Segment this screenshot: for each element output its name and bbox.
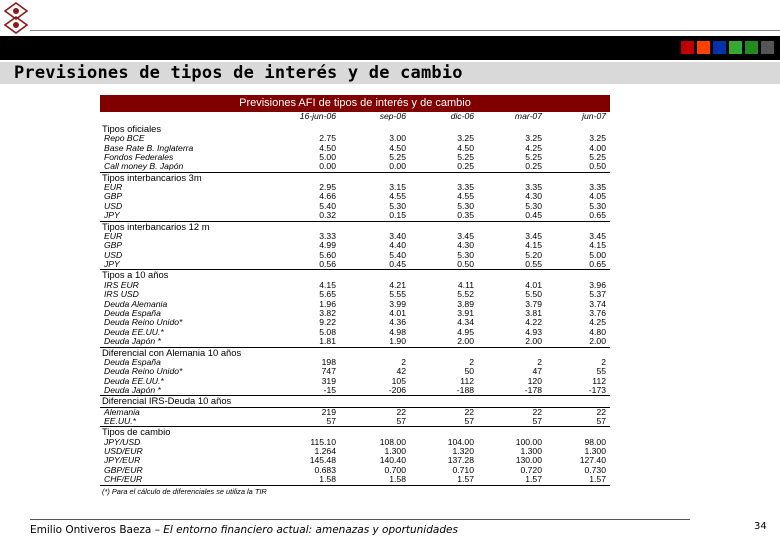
- row-value: 3.15: [389, 182, 406, 193]
- row-value: 130.00: [515, 455, 542, 466]
- column-header: sep-06: [379, 111, 406, 122]
- section-header-row: [100, 427, 610, 438]
- row-value: 57: [542, 417, 610, 427]
- row-value: 55: [596, 366, 606, 377]
- row-label: Call money B. Japón: [100, 162, 270, 172]
- row-value: 2.00: [542, 337, 610, 347]
- row-value: 4.30: [525, 191, 542, 202]
- column-header: dic-06: [450, 111, 474, 122]
- row-value: 3.35: [525, 182, 542, 193]
- row-value: 105: [391, 375, 406, 386]
- row-value: 4.50: [389, 142, 406, 153]
- row-value: 104.00: [447, 436, 474, 447]
- row-label: JPY: [100, 260, 270, 270]
- row-value: 4.50: [319, 142, 336, 153]
- row-label: Deuda EE.UU.*: [104, 326, 164, 337]
- row-value: 4.66: [319, 191, 336, 202]
- row-value: 3.96: [589, 279, 606, 290]
- row-label: JPY: [100, 211, 270, 221]
- color-square: [729, 41, 742, 54]
- row-value: 145.48: [309, 455, 336, 466]
- row-value: 2: [537, 356, 542, 367]
- row-value: 3.35: [589, 182, 606, 193]
- row-value: 5.00: [319, 152, 336, 163]
- row-value: -173: [542, 386, 610, 396]
- table-footnote: (*) Para el cálculo de diferenciales se utiliza la TIR: [102, 486, 267, 496]
- row-value: 3.45: [589, 230, 606, 241]
- row-value: 4.11: [457, 279, 474, 290]
- row-value: 4.01: [389, 307, 406, 318]
- row-value: 3.81: [525, 307, 542, 318]
- row-value: 3.25: [457, 133, 474, 144]
- row-label: Repo BCE: [104, 133, 145, 144]
- row-label: USD: [104, 200, 123, 211]
- row-value: 5.25: [589, 152, 606, 163]
- row-value: 3.79: [525, 298, 542, 309]
- table-row: [100, 386, 610, 396]
- logo-icon: [4, 2, 28, 34]
- row-value: 9.22: [319, 317, 336, 328]
- section-title: Tipos interbancarios 12 m: [102, 220, 210, 232]
- row-value: 5.30: [589, 200, 606, 211]
- row-value: 2.95: [319, 182, 336, 193]
- row-value: 5.08: [319, 326, 336, 337]
- footer-work-title: El entorno financiero actual: amenazas y oportunidades: [163, 524, 458, 536]
- row-value: 3.40: [389, 230, 406, 241]
- section-title: Tipos de cambio: [102, 426, 171, 438]
- row-value: 4.80: [589, 326, 606, 337]
- row-value: 3.82: [319, 307, 336, 318]
- row-value: 22: [532, 406, 542, 417]
- row-value: 4.95: [457, 326, 474, 337]
- row-value: 0.55: [474, 260, 542, 270]
- row-value: 5.25: [389, 152, 406, 163]
- row-value: 5.60: [319, 249, 336, 260]
- table-row: [100, 211, 610, 221]
- row-value: 22: [596, 406, 606, 417]
- row-value: 5.30: [389, 200, 406, 211]
- table-row: [100, 475, 610, 485]
- row-value: 0.730: [584, 464, 606, 475]
- column-header: mar-07: [514, 111, 542, 122]
- section-title: Tipos a 10 años: [102, 269, 169, 281]
- row-value: 0.25: [406, 162, 474, 172]
- row-value: 0.710: [452, 464, 474, 475]
- row-value: 1.90: [338, 337, 406, 347]
- row-value: 42: [396, 366, 406, 377]
- row-value: 3.33: [319, 230, 336, 241]
- row-value: 4.40: [389, 240, 406, 251]
- row-value: 5.30: [525, 200, 542, 211]
- row-label: IRS EUR: [104, 279, 139, 290]
- row-label: Deuda Alemania: [104, 298, 168, 309]
- row-label: GBP: [104, 191, 123, 202]
- row-value: 0.45: [338, 260, 406, 270]
- row-value: 5.30: [457, 200, 474, 211]
- row-label: USD: [104, 249, 123, 260]
- row-value: 2.00: [406, 337, 474, 347]
- row-value: 5.25: [525, 152, 542, 163]
- row-value: 0.00: [270, 162, 338, 172]
- row-value: 4.99: [319, 240, 336, 251]
- row-value: 0.32: [270, 211, 338, 221]
- row-value: 4.30: [457, 240, 474, 251]
- row-value: 3.35: [457, 182, 474, 193]
- row-value: 4.00: [589, 142, 606, 153]
- color-square: [697, 41, 710, 54]
- row-value: 2.75: [319, 133, 336, 144]
- row-value: 98.00: [584, 436, 606, 447]
- row-value: 4.36: [389, 317, 406, 328]
- row-value: 4.55: [389, 191, 406, 202]
- row-value: -178: [474, 386, 542, 396]
- row-value: 57: [270, 417, 338, 427]
- forecast-table-panel: [100, 95, 610, 496]
- row-label: Deuda Reino Unido*: [104, 366, 183, 377]
- row-value: -206: [338, 386, 406, 396]
- row-label: Fondos Federales: [104, 152, 174, 163]
- row-value: 57: [338, 417, 406, 427]
- row-value: 5.40: [319, 200, 336, 211]
- page-title: Previsiones de tipos de interés y de cambio: [14, 63, 463, 83]
- color-square: [713, 41, 726, 54]
- row-value: 3.00: [389, 133, 406, 144]
- row-value: 120: [527, 375, 542, 386]
- column-header: 16-jun-06: [299, 111, 336, 122]
- row-value: 22: [396, 406, 406, 417]
- row-value: 3.25: [525, 133, 542, 144]
- color-squares: [681, 41, 774, 54]
- row-value: 0.56: [270, 260, 338, 270]
- color-square: [761, 41, 774, 54]
- row-value: 137.28: [447, 455, 474, 466]
- row-value: -188: [406, 386, 474, 396]
- row-value: 3.45: [457, 230, 474, 241]
- row-value: 5.20: [525, 249, 542, 260]
- row-value: 0.683: [314, 464, 336, 475]
- row-value: 0.65: [542, 260, 610, 270]
- row-value: 4.01: [525, 279, 542, 290]
- row-value: 1.57: [542, 475, 610, 485]
- row-value: 4.93: [525, 326, 542, 337]
- row-value: 4.15: [319, 279, 336, 290]
- row-value: 4.34: [457, 317, 474, 328]
- row-value: 0.720: [520, 464, 542, 475]
- row-value: 319: [321, 375, 336, 386]
- row-value: 1.57: [474, 475, 542, 485]
- footer-credit: [30, 524, 458, 536]
- row-value: 5.25: [457, 152, 474, 163]
- row-value: 0.35: [406, 211, 474, 221]
- table-row: [100, 260, 610, 270]
- row-label: EUR: [104, 182, 123, 193]
- row-label: EUR: [104, 230, 123, 241]
- row-value: 57: [406, 417, 474, 427]
- column-header-row: [100, 112, 610, 124]
- row-value: 115.10: [310, 436, 336, 447]
- row-label: Deuda España: [104, 307, 161, 318]
- color-square: [745, 41, 758, 54]
- section-title: Diferencial con Alemania 10 años: [102, 346, 242, 358]
- footer-rule: [30, 519, 690, 520]
- row-value: 127.40: [579, 455, 606, 466]
- row-value: -15: [270, 386, 338, 396]
- row-label: Deuda Japón *: [100, 337, 270, 347]
- row-value: 3.91: [457, 307, 474, 318]
- row-label: USD/EUR: [104, 445, 143, 456]
- row-value: 100.00: [515, 436, 542, 447]
- row-value: 0.700: [384, 464, 406, 475]
- row-value: 0.65: [542, 211, 610, 221]
- section-header-row: [100, 347, 610, 358]
- row-value: 1.58: [338, 475, 406, 485]
- row-value: 747: [321, 366, 336, 377]
- row-value: 2: [401, 356, 406, 367]
- row-label: GBP: [104, 240, 123, 251]
- header-band: [0, 36, 780, 60]
- row-value: 140.40: [379, 455, 406, 466]
- section-title: Diferencial IRS-Deuda 10 años: [100, 396, 610, 407]
- row-value: 108.00: [379, 436, 406, 447]
- row-label: JPY/USD: [104, 436, 141, 447]
- row-value: 4.25: [589, 317, 606, 328]
- row-value: 0.15: [338, 211, 406, 221]
- row-label: Deuda EE.UU.*: [104, 375, 164, 386]
- row-value: 0.50: [542, 162, 610, 172]
- row-value: 57: [474, 417, 542, 427]
- row-value: 112: [592, 375, 606, 386]
- row-value: 2: [469, 356, 474, 367]
- row-value: 4.15: [589, 240, 606, 251]
- row-value: 47: [532, 366, 542, 377]
- row-value: 5.52: [457, 289, 474, 300]
- row-value: 1.57: [406, 475, 474, 485]
- row-value: 1.300: [520, 445, 542, 456]
- row-value: 3.25: [589, 133, 606, 144]
- row-value: 50: [464, 366, 474, 377]
- row-label: EE.UU.*: [100, 417, 270, 427]
- column-header: jun-07: [582, 111, 606, 122]
- section-header-row: [100, 396, 610, 407]
- color-square: [681, 41, 694, 54]
- row-value: 1.58: [270, 475, 338, 485]
- row-value: 4.05: [589, 191, 606, 202]
- row-value: 3.99: [389, 298, 406, 309]
- row-value: 4.50: [457, 142, 474, 153]
- row-value: 3.74: [589, 298, 606, 309]
- table-title: Previsiones AFI de tipos de interés y de cambio: [100, 95, 610, 112]
- row-label: Deuda España: [104, 356, 161, 367]
- section-title: Tipos oficiales: [102, 123, 162, 134]
- row-label: Deuda Japón *: [100, 386, 270, 396]
- row-value: 4.25: [525, 142, 542, 153]
- row-value: 4.55: [457, 191, 474, 202]
- row-value: 4.15: [525, 240, 542, 251]
- top-rule: [30, 30, 780, 31]
- row-label: Base Rate B. Inglaterra: [104, 142, 194, 153]
- row-value: 2.00: [474, 337, 542, 347]
- footer-author: Emilio Ontiveros Baeza –: [30, 524, 160, 536]
- row-value: 1.96: [319, 298, 336, 309]
- page-number: 34: [754, 521, 767, 532]
- row-value: 0.45: [474, 211, 542, 221]
- forecast-table: [100, 112, 610, 486]
- row-value: 22: [464, 406, 474, 417]
- section-title: Tipos interbancarios 3m: [102, 171, 202, 183]
- row-value: 1.320: [452, 445, 474, 456]
- row-value: 0.00: [338, 162, 406, 172]
- row-label: Alemania: [104, 406, 140, 417]
- table-row: [100, 337, 610, 347]
- row-value: 4.98: [389, 326, 406, 337]
- table-row: [100, 162, 610, 172]
- row-value: 2: [601, 356, 606, 367]
- row-value: 1.264: [314, 445, 336, 456]
- row-value: 198: [321, 356, 336, 367]
- row-value: 5.40: [389, 249, 406, 260]
- row-value: 5.00: [589, 249, 606, 260]
- row-value: 112: [460, 375, 474, 386]
- row-value: 4.22: [525, 317, 542, 328]
- row-value: 5.55: [389, 289, 406, 300]
- row-value: 1.300: [584, 445, 606, 456]
- row-value: 1.81: [270, 337, 338, 347]
- row-value: 0.25: [474, 162, 542, 172]
- row-label: JPY/EUR: [104, 455, 141, 466]
- row-value: 5.65: [319, 289, 336, 300]
- row-value: 219: [321, 406, 336, 417]
- row-value: 3.76: [589, 307, 606, 318]
- row-label: CHF/EUR: [100, 475, 270, 485]
- row-label: GBP/EUR: [104, 464, 143, 475]
- row-value: 5.50: [525, 289, 542, 300]
- row-value: 0.50: [406, 260, 474, 270]
- row-value: 3.45: [525, 230, 542, 241]
- table-row: [100, 417, 610, 427]
- row-label: Deuda Reino Unido*: [104, 317, 183, 328]
- row-label: IRS USD: [104, 289, 139, 300]
- row-value: 1.300: [384, 445, 406, 456]
- row-value: 5.30: [457, 249, 474, 260]
- row-value: 4.21: [389, 279, 406, 290]
- row-value: 3.89: [457, 298, 474, 309]
- row-value: 5.37: [589, 289, 606, 300]
